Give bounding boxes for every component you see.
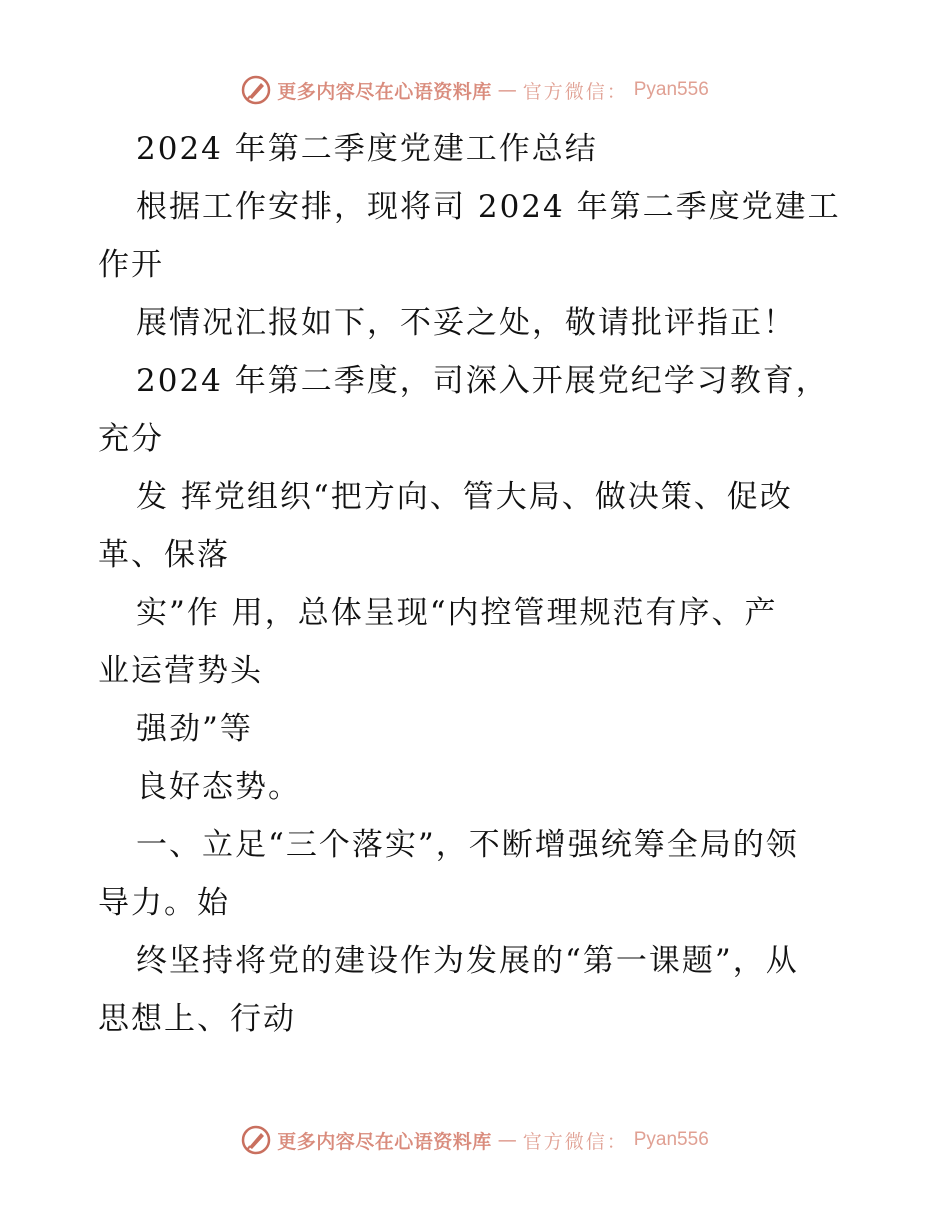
watermark-footer	[0, 1120, 950, 1160]
watermark-dash: —	[497, 79, 517, 101]
section-heading-line: 一、立足“三个落实”，不断增强统筹全局的领	[136, 827, 799, 863]
quill-logo-icon	[241, 1125, 271, 1155]
watermark-dash: —	[497, 1129, 517, 1151]
text-line: 良好态势。	[136, 769, 301, 805]
watermark-site-text: 更多内容尽在心语资料库	[277, 80, 492, 103]
watermark-wechat-id: Pyan556	[633, 1129, 709, 1150]
text-line: 强劲”等	[136, 711, 253, 747]
watermark-official-label: 官方微信：	[522, 1130, 628, 1153]
watermark-header	[0, 70, 950, 110]
text-line: 思想上、行动	[98, 1001, 296, 1037]
text-line: 发 挥党组织“把方向、管大局、做决策、促改	[136, 479, 793, 515]
text-line: 革、保落	[98, 537, 230, 573]
text-line: 2024 年第二季度，司深入开展党纪学习教育，	[136, 363, 829, 399]
watermark-wechat-id: Pyan556	[633, 79, 709, 100]
quill-logo-icon	[241, 75, 271, 105]
document-body	[98, 120, 858, 1048]
text-line: 根据工作安排，现将司 2024 年第二季度党建工	[136, 189, 841, 225]
document-title: 2024 年第二季度党建工作总结	[136, 131, 598, 167]
text-line: 充分	[98, 421, 164, 457]
watermark-official-label: 官方微信：	[522, 80, 628, 103]
text-line: 业运营势头	[98, 653, 263, 689]
text-line: 展情况汇报如下，不妥之处，敬请批评指正！	[136, 305, 796, 341]
text-line: 终坚持将党的建设作为发展的“第一课题”，从	[136, 943, 799, 979]
watermark-site-text: 更多内容尽在心语资料库	[277, 1130, 492, 1153]
text-line: 导力。始	[98, 885, 230, 921]
text-line: 实”作 用，总体呈现“内控管理规范有序、产	[136, 595, 778, 631]
text-line: 作开	[98, 247, 164, 283]
